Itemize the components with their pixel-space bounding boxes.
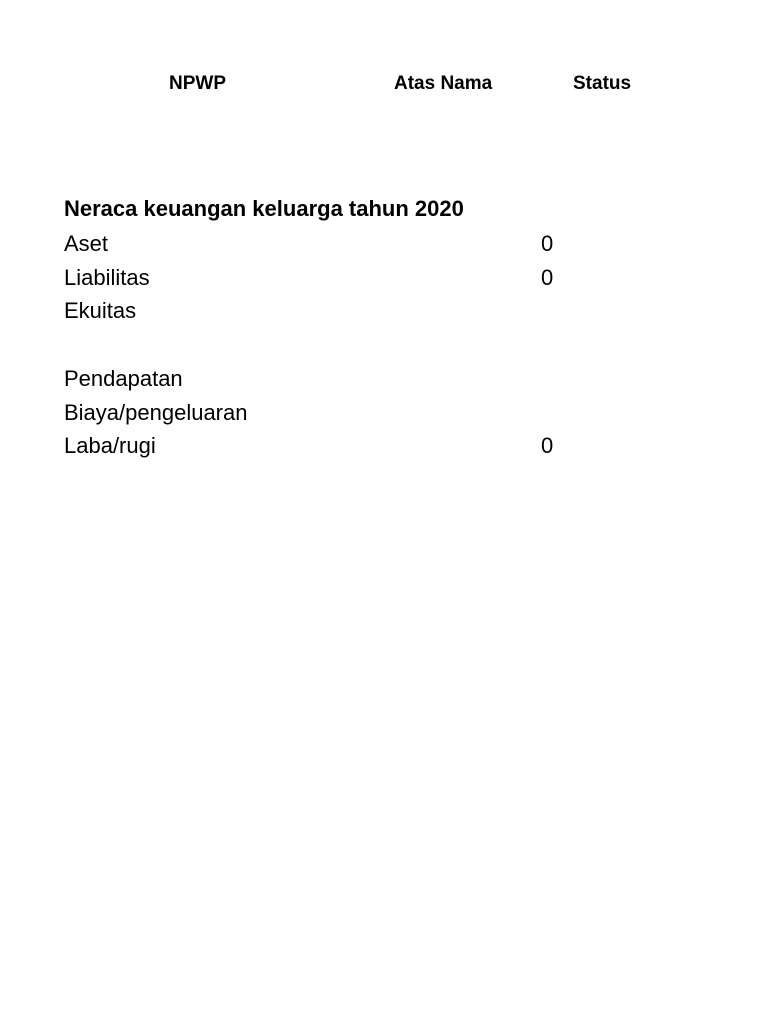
balance-row-liabilitas [64,264,584,292]
row-label: Ekuitas [64,298,137,323]
balance-row-laba-rugi [64,432,584,460]
row-label: Aset [64,231,109,256]
balance-sheet-title: Neraca keuangan keluarga tahun 2020 [64,196,464,221]
balance-row-pendapatan [64,365,584,393]
row-label: Laba/rugi [64,433,156,458]
balance-row-ekuitas [64,297,584,325]
column-header-atas-nama: Atas Nama [394,73,493,94]
row-label: Liabilitas [64,265,150,290]
balance-row-biaya [64,399,584,427]
row-label: Pendapatan [64,366,183,391]
row-value: 0 [541,433,554,458]
column-header-npwp: NPWP [169,73,226,94]
row-value: 0 [541,265,554,290]
balance-row-aset [64,230,584,258]
column-header-status: Status [573,73,632,94]
row-value: 0 [541,231,554,256]
row-label: Biaya/pengeluaran [64,400,248,425]
